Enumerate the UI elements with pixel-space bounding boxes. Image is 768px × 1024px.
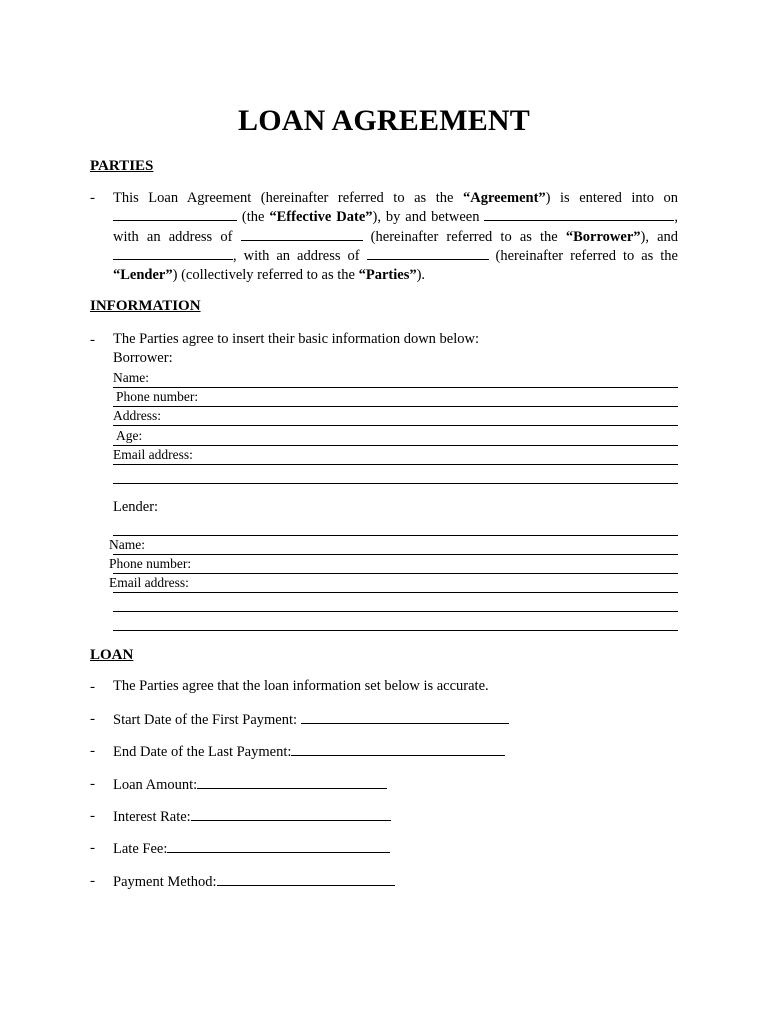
- lender-name-label: Name:: [109, 537, 145, 552]
- lender-email-line[interactable]: [113, 592, 678, 593]
- late-fee-blank[interactable]: [167, 839, 390, 853]
- parties-line-2: (the “Effective Date”), by and between ,: [113, 208, 678, 227]
- information-heading: INFORMATION: [90, 298, 201, 314]
- parties-paragraph: [113, 189, 678, 285]
- lender-phone-label: Phone number:: [109, 556, 192, 571]
- lender-extra-line-1[interactable]: [113, 611, 678, 612]
- borrower-label: Borrower:: [113, 350, 173, 366]
- party-name-blank[interactable]: [484, 208, 674, 221]
- late-fee-item: Late Fee:: [113, 839, 390, 858]
- lender-email-label: Email address:: [109, 575, 189, 590]
- loan-amount-item: Loan Amount:: [113, 775, 387, 794]
- bullet-dash: -: [90, 711, 95, 727]
- borrower-name-line[interactable]: [113, 387, 678, 388]
- payment-method-blank[interactable]: [217, 872, 395, 886]
- borrower-address-blank[interactable]: [241, 228, 363, 241]
- payment-method-item: Payment Method:: [113, 872, 395, 891]
- parties-line-3: with an address of (hereinafter referred to as the “Borrower”), and: [113, 228, 679, 245]
- borrower-email-line[interactable]: [113, 464, 678, 465]
- borrower-address-line[interactable]: [113, 425, 678, 426]
- bullet-dash: -: [90, 873, 95, 889]
- parties-line-1: This Loan Agreement (hereinafter referred to as the “Agreement”) is entered into on: [113, 190, 678, 206]
- bullet-dash: -: [90, 808, 95, 824]
- borrower-extra-line[interactable]: [113, 483, 678, 484]
- borrower-phone-line[interactable]: [113, 406, 678, 407]
- effective-date-blank[interactable]: [113, 208, 237, 221]
- loan-intro: The Parties agree that the loan information set below is accurate.: [113, 678, 489, 694]
- borrower-phone-label: Phone number:: [116, 389, 199, 404]
- start-date-item: Start Date of the First Payment:: [113, 710, 509, 729]
- borrower-address-label: Address:: [113, 408, 161, 423]
- loan-heading: LOAN: [90, 647, 134, 663]
- lender-extra-line-2[interactable]: [113, 630, 678, 631]
- parties-heading: PARTIES: [90, 158, 154, 174]
- bullet-dash: -: [90, 776, 95, 792]
- bullet-dash: -: [90, 743, 95, 759]
- end-date-blank[interactable]: [291, 742, 505, 756]
- information-intro: The Parties agree to insert their basic information down below:: [113, 331, 480, 347]
- lender-name-blank[interactable]: [113, 247, 233, 260]
- interest-rate-blank[interactable]: [191, 807, 391, 821]
- borrower-email-label: Email address:: [113, 447, 193, 462]
- parties-line-5: “Lender”) (collectively referred to as the “Parties”).: [113, 267, 426, 284]
- borrower-age-line[interactable]: [113, 445, 678, 446]
- document-title: LOAN AGREEMENT: [237, 104, 530, 137]
- bullet-dash: -: [90, 332, 95, 348]
- lender-name-line[interactable]: [113, 554, 678, 555]
- lender-phone-line[interactable]: [113, 573, 678, 574]
- interest-rate-item: Interest Rate:: [113, 807, 391, 826]
- lender-label: Lender:: [113, 499, 159, 515]
- borrower-age-label: Age:: [116, 428, 143, 443]
- bullet-dash: -: [90, 679, 95, 695]
- borrower-name-label: Name:: [113, 370, 149, 385]
- parties-line-4: , with an address of (hereinafter referred to as the: [113, 247, 678, 266]
- start-date-blank[interactable]: [301, 710, 509, 724]
- loan-amount-blank[interactable]: [197, 775, 387, 789]
- bullet-dash: -: [90, 190, 95, 206]
- lender-address-blank[interactable]: [367, 247, 489, 260]
- lender-top-line[interactable]: [113, 535, 678, 536]
- end-date-item: End Date of the Last Payment:: [113, 742, 505, 761]
- bullet-dash: -: [90, 840, 95, 856]
